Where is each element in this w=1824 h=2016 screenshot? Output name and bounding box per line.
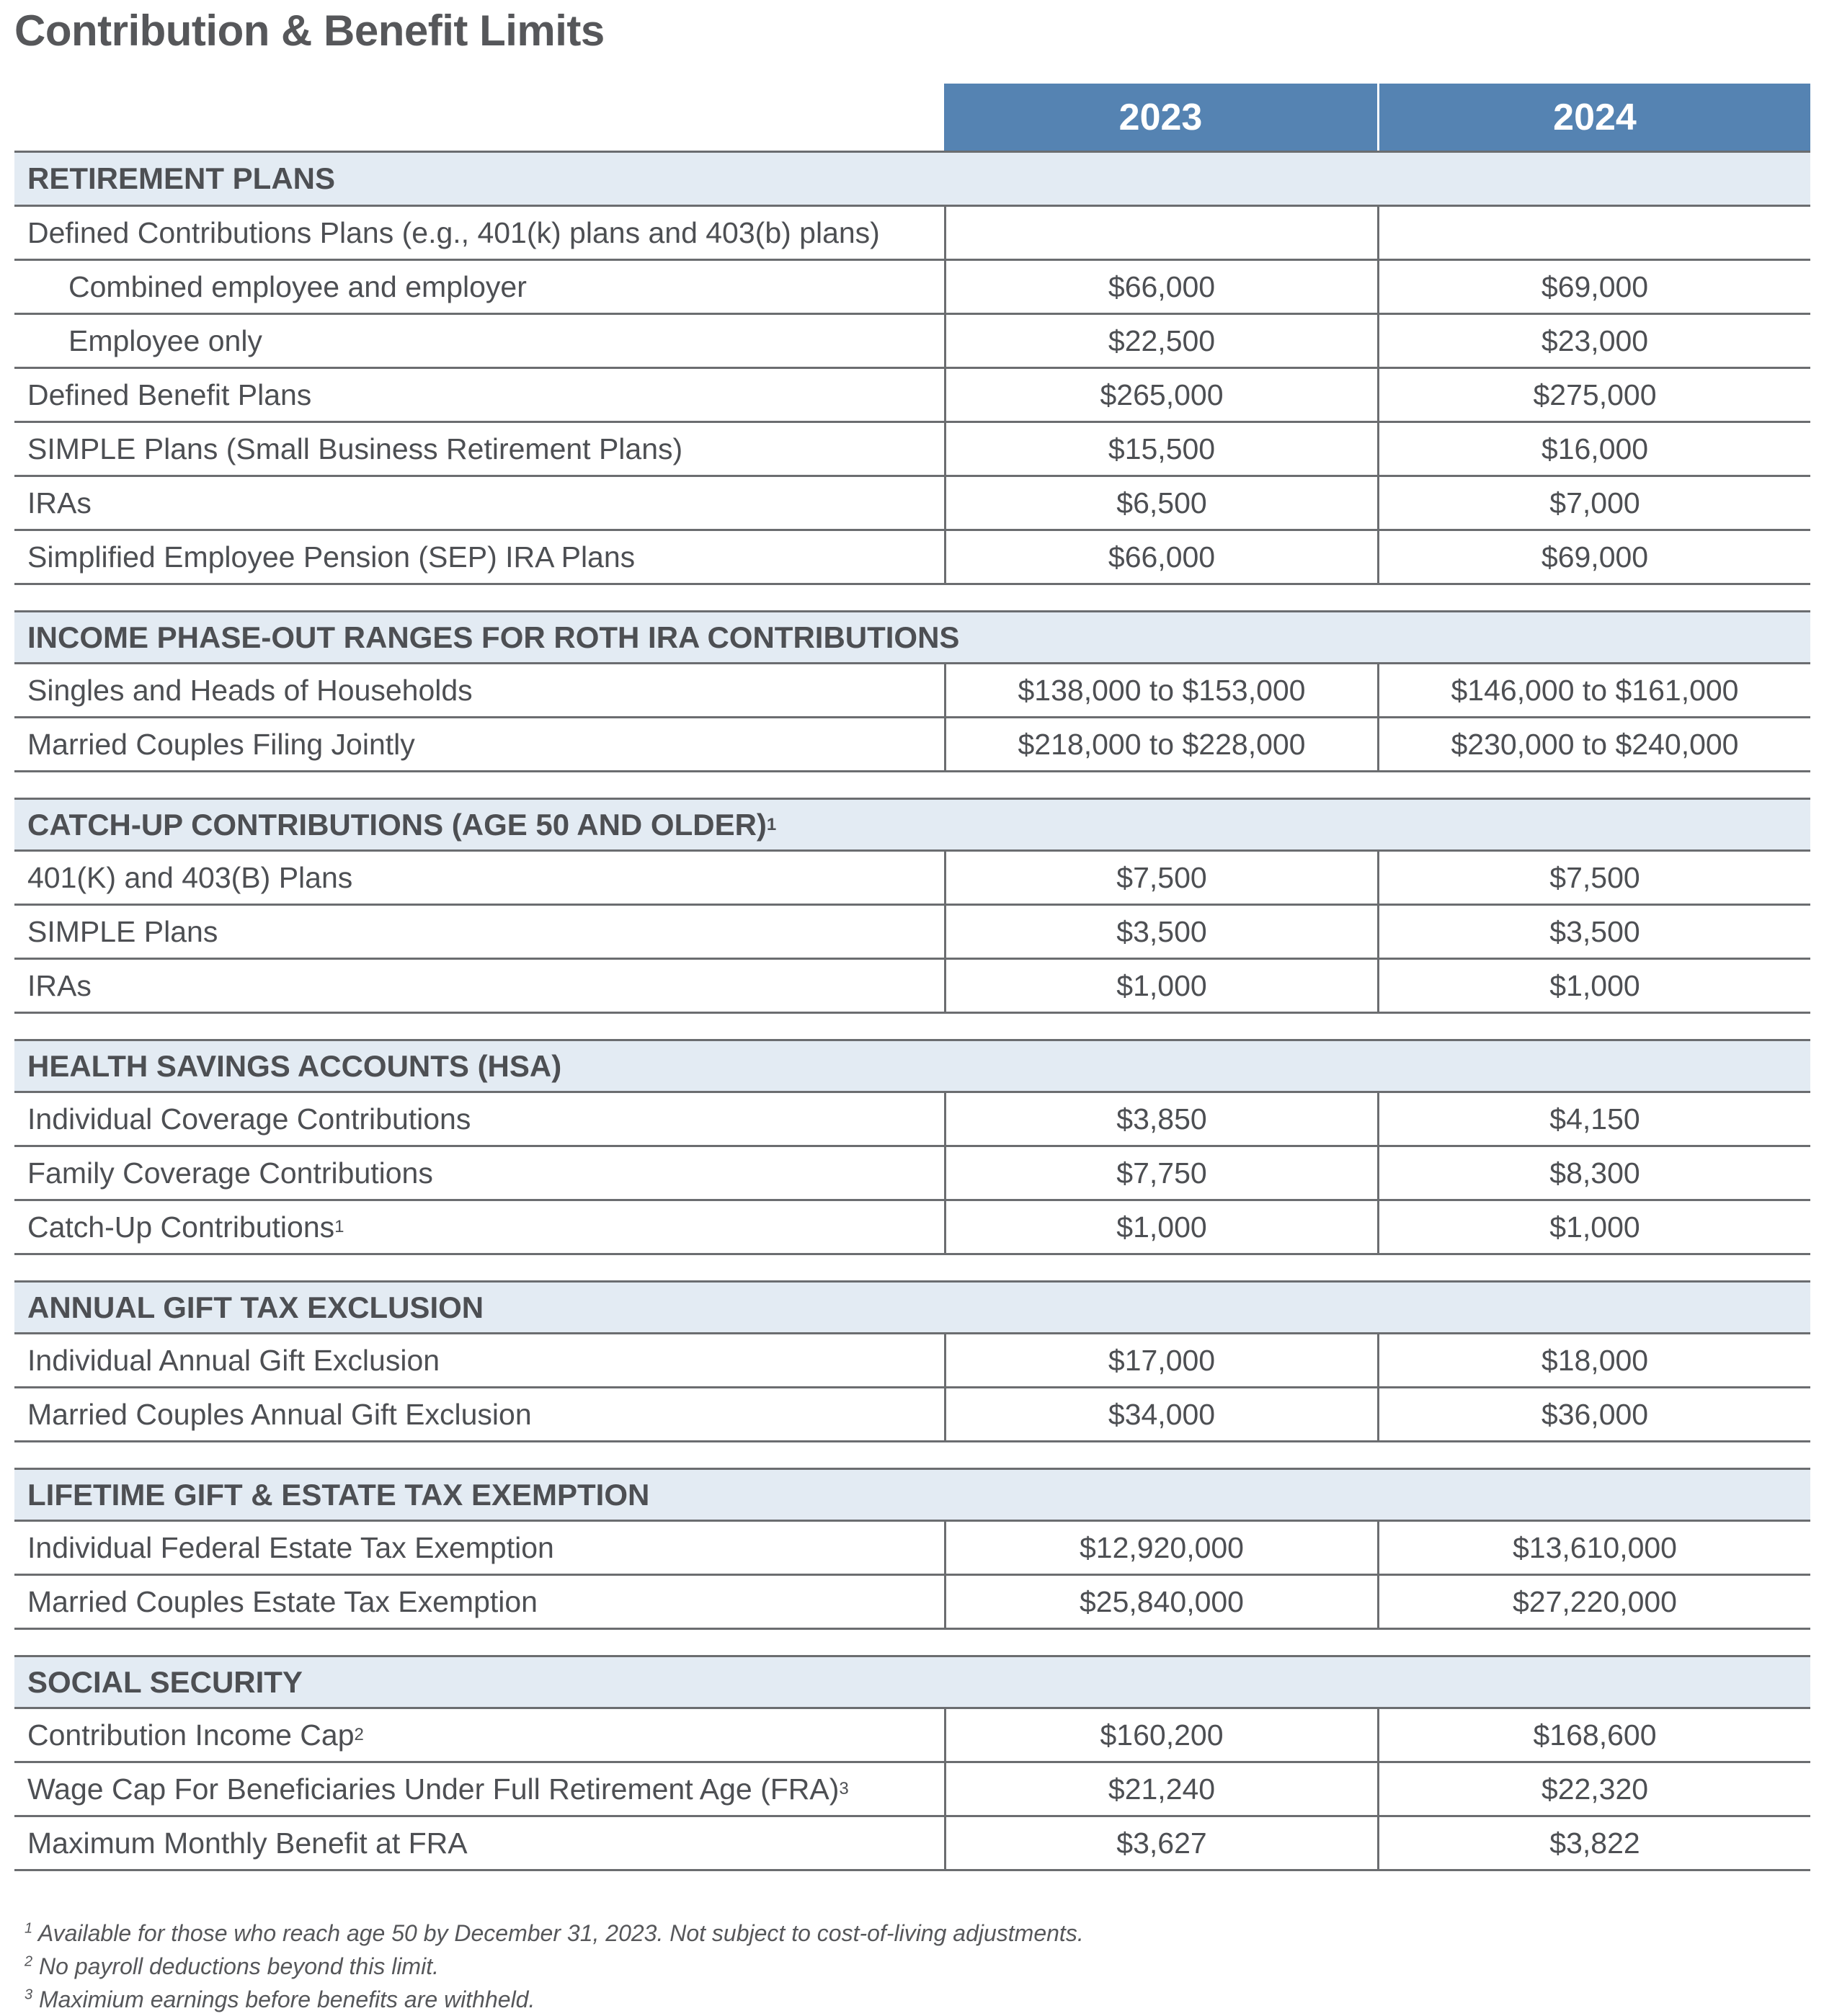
section-gap (14, 1442, 1810, 1468)
footnotes (25, 1917, 1084, 2016)
column-header-2024: 2024 (1377, 84, 1810, 151)
row-label: Contribution Income Cap 2 (27, 1718, 364, 1752)
row-label: Defined Contributions Plans (e.g., 401(k) plans and 403(b) plans) (27, 215, 880, 249)
section-gap (14, 1014, 1810, 1039)
row-label: Married Couples Annual Gift Exclusion (27, 1397, 532, 1431)
row-label: Individual Annual Gift Exclusion (27, 1343, 440, 1377)
header-spacer (14, 84, 944, 151)
table-row (14, 531, 1810, 585)
value-2023: $15,500 (944, 423, 1377, 475)
table-row (14, 477, 1810, 531)
row-label-text: Contribution Income Cap (27, 1718, 355, 1752)
footnote-marker: 3 (25, 1986, 33, 2003)
value-2024: $3,500 (1377, 906, 1810, 958)
table-row (14, 1709, 1810, 1763)
value-2024: $69,000 (1377, 261, 1810, 313)
table-row (14, 664, 1810, 718)
value-2024: $69,000 (1377, 531, 1810, 583)
section-heading-label: SOCIAL SECURITY (27, 1664, 303, 1699)
value-2023: $1,000 (944, 1201, 1377, 1253)
table-row (14, 718, 1810, 772)
row-label: Combined employee and employer (68, 269, 527, 303)
value-2024: $16,000 (1377, 423, 1810, 475)
value-2023: $160,200 (944, 1709, 1377, 1761)
value-2024: $1,000 (1377, 960, 1810, 1012)
footnote-text: Maximium earnings before benefits are withheld. (39, 1986, 535, 2012)
footnote-marker: 1 (25, 1920, 33, 1937)
row-label: SIMPLE Plans (Small Business Retirement Plans) (27, 432, 683, 465)
column-header-2023: 2023 (944, 84, 1377, 151)
table-row (14, 315, 1810, 369)
value-2023: $6,500 (944, 477, 1377, 529)
footnote-text: Available for those who reach age 50 by December 31, 2023. Not subject to cost-of-living adjustments. (37, 1920, 1084, 1946)
section-heading-gift-tax-exclusion (14, 1280, 1810, 1334)
row-label: SIMPLE Plans (27, 914, 218, 948)
value-2023: $265,000 (944, 369, 1377, 421)
value-2023: $3,850 (944, 1093, 1377, 1145)
value-2023 (944, 207, 1377, 259)
section-heading-label: ANNUAL GIFT TAX EXCLUSION (27, 1290, 484, 1324)
value-2024: $1,000 (1377, 1201, 1810, 1253)
value-2023: $66,000 (944, 261, 1377, 313)
row-label: Maximum Monthly Benefit at FRA (27, 1826, 468, 1860)
value-2023: $3,500 (944, 906, 1377, 958)
value-2024 (1377, 207, 1810, 259)
section-heading-label: CATCH-UP CONTRIBUTIONS (AGE 50 AND OLDER) 1 (27, 807, 777, 842)
value-2023: $7,750 (944, 1147, 1377, 1199)
table-row (14, 852, 1810, 906)
section-heading-label: LIFETIME GIFT & ESTATE TAX EXEMPTION (27, 1477, 650, 1512)
row-label-text: Catch-Up Contributions (27, 1210, 335, 1244)
row-label: 401(K) and 403(B) Plans (27, 860, 353, 894)
row-label: Defined Benefit Plans (27, 378, 312, 411)
page-title: Contribution & Benefit Limits (14, 6, 605, 55)
row-label: Singles and Heads of Households (27, 673, 473, 707)
table-row (14, 1334, 1810, 1388)
value-2023: $22,500 (944, 315, 1377, 367)
table-row (14, 960, 1810, 1014)
row-label-text: Wage Cap For Beneficiaries Under Full Retirement Age (FRA) (27, 1772, 840, 1806)
table-row (14, 261, 1810, 315)
value-2023: $34,000 (944, 1388, 1377, 1440)
table-row (14, 1093, 1810, 1147)
table-row (14, 1522, 1810, 1576)
table-header-row (14, 84, 1810, 153)
section-heading-roth-phase-out (14, 610, 1810, 664)
value-2024: $23,000 (1377, 315, 1810, 367)
table-row (14, 1763, 1810, 1817)
table-row (14, 1817, 1810, 1871)
row-label: Individual Federal Estate Tax Exemption (27, 1530, 554, 1564)
value-2024: $168,600 (1377, 1709, 1810, 1761)
footnote (25, 1917, 1084, 1950)
section-heading-retirement-plans (14, 153, 1810, 207)
table-row (14, 369, 1810, 423)
section-heading-text: CATCH-UP CONTRIBUTIONS (AGE 50 AND OLDER) (27, 807, 767, 842)
footnote (25, 1950, 1084, 1983)
value-2023: $21,240 (944, 1763, 1377, 1815)
value-2024: $8,300 (1377, 1147, 1810, 1199)
table-row (14, 1388, 1810, 1442)
footnote (25, 1983, 1084, 2016)
row-label: Individual Coverage Contributions (27, 1102, 471, 1136)
row-label: Employee only (68, 324, 262, 357)
footnote-text: No payroll deductions beyond this limit. (39, 1953, 439, 1979)
row-label: Catch-Up Contributions 1 (27, 1210, 344, 1244)
row-label: IRAs (27, 486, 92, 519)
section-heading-label: INCOME PHASE-OUT RANGES FOR ROTH IRA CONTRIBUTIONS (27, 620, 960, 654)
row-label: IRAs (27, 968, 92, 1002)
value-2024: $146,000 to $161,000 (1377, 664, 1810, 716)
row-label: Married Couples Filing Jointly (27, 727, 415, 761)
value-2024: $230,000 to $240,000 (1377, 718, 1810, 770)
value-2023: $3,627 (944, 1817, 1377, 1869)
value-2023: $25,840,000 (944, 1576, 1377, 1628)
section-heading-label: HEALTH SAVINGS ACCOUNTS (HSA) (27, 1048, 562, 1083)
row-label: Wage Cap For Beneficiaries Under Full Retirement Age (FRA) 3 (27, 1772, 849, 1806)
value-2023: $7,500 (944, 852, 1377, 904)
table-row (14, 207, 1810, 261)
section-gap (14, 1255, 1810, 1280)
table-row (14, 1147, 1810, 1201)
value-2024: $7,500 (1377, 852, 1810, 904)
footnote-marker: 2 (25, 1953, 33, 1970)
value-2024: $36,000 (1377, 1388, 1810, 1440)
value-2024: $13,610,000 (1377, 1522, 1810, 1574)
value-2023: $17,000 (944, 1334, 1377, 1386)
section-heading-social-security (14, 1655, 1810, 1709)
section-gap (14, 1630, 1810, 1655)
value-2023: $12,920,000 (944, 1522, 1377, 1574)
section-heading-hsa (14, 1039, 1810, 1093)
value-2024: $4,150 (1377, 1093, 1810, 1145)
value-2023: $1,000 (944, 960, 1377, 1012)
value-2024: $18,000 (1377, 1334, 1810, 1386)
section-heading-estate-tax-exemption (14, 1468, 1810, 1522)
section-gap (14, 772, 1810, 798)
value-2024: $3,822 (1377, 1817, 1810, 1869)
table-row (14, 1576, 1810, 1630)
row-label: Family Coverage Contributions (27, 1156, 433, 1190)
value-2024: $7,000 (1377, 477, 1810, 529)
table-row (14, 423, 1810, 477)
value-2023: $218,000 to $228,000 (944, 718, 1377, 770)
value-2023: $138,000 to $153,000 (944, 664, 1377, 716)
table-row (14, 906, 1810, 960)
value-2024: $275,000 (1377, 369, 1810, 421)
row-label: Married Couples Estate Tax Exemption (27, 1584, 538, 1618)
section-gap (14, 585, 1810, 610)
limits-table (14, 84, 1810, 1871)
section-heading-catch-up (14, 798, 1810, 852)
section-heading-label: RETIREMENT PLANS (27, 161, 336, 195)
row-label: Simplified Employee Pension (SEP) IRA Plans (27, 540, 636, 574)
value-2024: $22,320 (1377, 1763, 1810, 1815)
value-2024: $27,220,000 (1377, 1576, 1810, 1628)
table-row (14, 1201, 1810, 1255)
value-2023: $66,000 (944, 531, 1377, 583)
